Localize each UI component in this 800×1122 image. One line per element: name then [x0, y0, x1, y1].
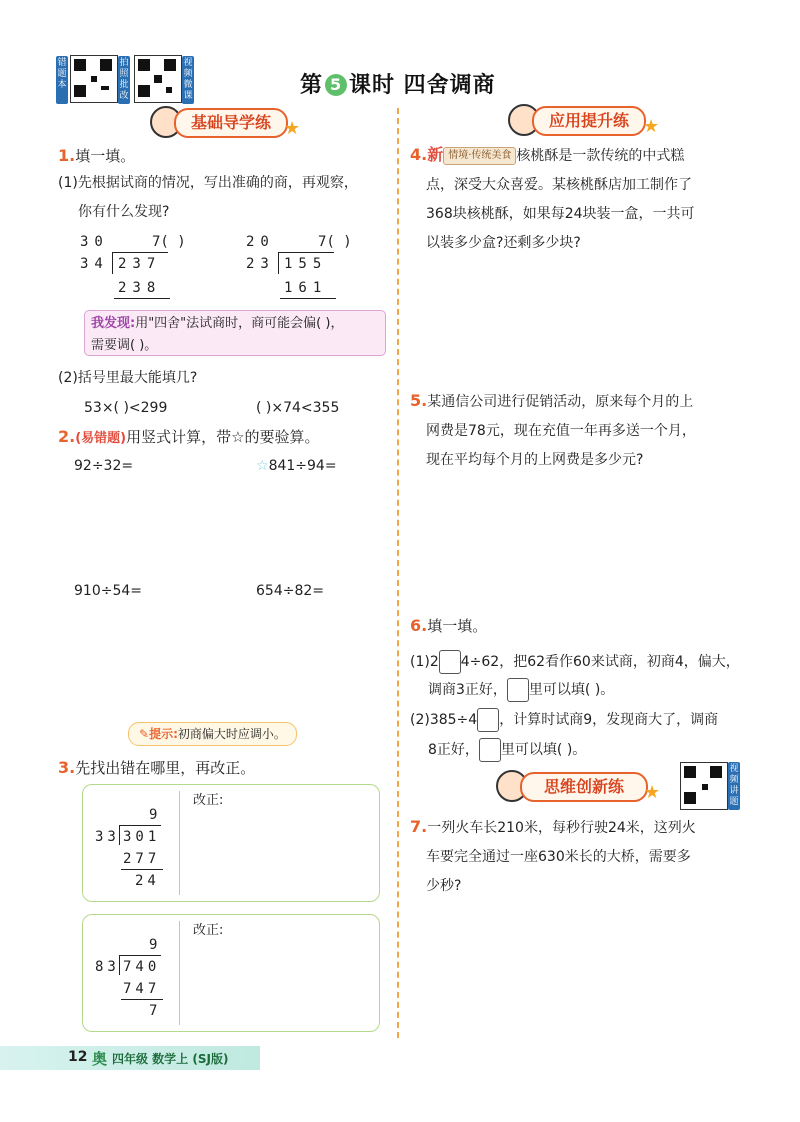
q1-p2-a: 53×( )<299	[84, 400, 168, 416]
divA-dividend: 301	[123, 829, 161, 845]
q2-heading: 2.(易错题)用竖式计算，带☆的要验算。	[58, 427, 320, 446]
star-icon: ★	[643, 116, 660, 137]
divA-divisor: 34	[80, 256, 109, 272]
q5-text: 5.某通信公司进行促销活动，原来每个月的上 网费是78元，现在充值一年再多送一个月， 现在平均每个月的上网费是多少元?	[410, 391, 696, 468]
column-divider	[397, 108, 399, 1038]
qr-tab-wrongbook: 错题本	[56, 56, 68, 104]
hint-icon: ✎	[139, 727, 150, 741]
q1-p1-line1: (1)先根据试商的情况，写出准确的商，再观察，	[58, 175, 358, 191]
divB-product: 161	[284, 280, 328, 296]
divA-remainder: 24	[135, 873, 160, 889]
divB-quotient: 7( )	[318, 234, 352, 250]
book-info: 四年级 数学上 (SJ版)	[112, 1052, 229, 1066]
q2-expr-2: ☆841÷94=	[256, 458, 337, 474]
qr-tab-video: 视频微课	[182, 56, 194, 104]
blank-box[interactable]	[479, 738, 501, 762]
blank-box[interactable]	[477, 708, 499, 732]
qr-tab-photo: 拍照批改	[118, 56, 130, 104]
star-icon: ★	[644, 782, 661, 803]
division-bracket	[112, 252, 113, 274]
page-title: 第 5 课时 四舍调商	[300, 73, 496, 98]
q2-expr-1: 92÷32=	[74, 458, 134, 474]
fix-label: 改正:	[193, 923, 224, 938]
lesson-number-badge: 5	[325, 74, 347, 96]
divB-product: 747	[123, 981, 161, 997]
q6-p1-line1: (1)2 4÷62，把62看作60来试商，初商4，偏大，	[410, 650, 740, 674]
series-logo: 奥	[92, 1050, 108, 1068]
division-bar	[112, 252, 168, 253]
divA-product: 277	[123, 851, 161, 867]
divA-quotient: 7( )	[152, 234, 186, 250]
qr-code-video[interactable]	[134, 55, 182, 103]
divA-guess: 30	[80, 234, 109, 250]
star-outline-icon: ☆	[256, 458, 269, 474]
division-bracket	[278, 252, 279, 274]
fix-label: 改正:	[193, 793, 224, 808]
divB-divisor: 83	[95, 959, 120, 975]
q1-p2-b: ( )×74<355	[256, 400, 340, 416]
product-line	[114, 298, 170, 299]
divB-quot: 9	[149, 937, 158, 953]
qr-code-explain[interactable]	[680, 762, 728, 810]
q2-expr-3: 910÷54=	[74, 583, 142, 599]
q4-text: 4.新 情境·传统美食 核桃酥是一款传统的中式糕 点，深受大众喜爱。某核桃酥店加工制作了 368块核桃酥，如果每24块装一盒，一共可 以装多少盒?还剩多少块?	[410, 145, 695, 251]
q1-heading: 1.填一填。	[58, 146, 136, 165]
q7-text: 7.一列火车长210米，每秒行驶24米，这列火 车要完全通过一座630米长的大桥，需要多 少秒?	[410, 817, 696, 894]
q1-p2-label: (2)括号里最大能填几?	[58, 370, 198, 386]
q6-p1-line2: 调商3正好， 里可以填( )。	[428, 678, 614, 702]
discovery-box: 我发现:用"四舍"法试商时，商可能会偏( )， 需要调( )。	[84, 310, 386, 356]
correction-panel-b	[82, 914, 380, 1032]
divB-guess: 20	[246, 234, 275, 250]
divA-quot: 9	[149, 807, 158, 823]
divA-product: 238	[118, 280, 162, 296]
qr-tab-explain: 视频讲题	[728, 762, 740, 810]
section-apply: 应用提升练	[532, 106, 646, 136]
q6-p2-line2: 8正好， 里可以填( )。	[428, 738, 586, 762]
hint-pill: ✎提示:初商偏大时应调小。	[128, 722, 297, 746]
section-think: 思维创新练	[520, 772, 648, 802]
q6-heading: 6.填一填。	[410, 616, 488, 635]
divA-divisor: 33	[95, 829, 120, 845]
page-footer	[0, 1046, 800, 1070]
q2-expr-4: 654÷82=	[256, 583, 324, 599]
divB-remainder: 7	[149, 1003, 158, 1019]
correction-panel-a	[82, 784, 380, 902]
divB-dividend: 740	[123, 959, 161, 975]
blank-box[interactable]	[439, 650, 461, 674]
q6-p2-line1: (2)385÷4 ，计算时试商9，发现商大了，调商	[410, 708, 718, 732]
divB-dividend: 155	[284, 256, 328, 272]
q3-heading: 3.先找出错在哪里，再改正。	[58, 758, 256, 777]
divA-dividend: 237	[118, 256, 162, 272]
qr-code-wrongbook[interactable]	[70, 55, 118, 103]
section-basic: 基础导学练	[174, 108, 288, 138]
q1-p1-line2: 你有什么发现?	[78, 204, 170, 220]
star-icon: ★	[284, 118, 301, 139]
page-number: 12	[68, 1049, 88, 1065]
blank-box[interactable]	[507, 678, 529, 702]
product-line	[280, 298, 336, 299]
division-bar	[278, 252, 334, 253]
divB-divisor: 23	[246, 256, 275, 272]
